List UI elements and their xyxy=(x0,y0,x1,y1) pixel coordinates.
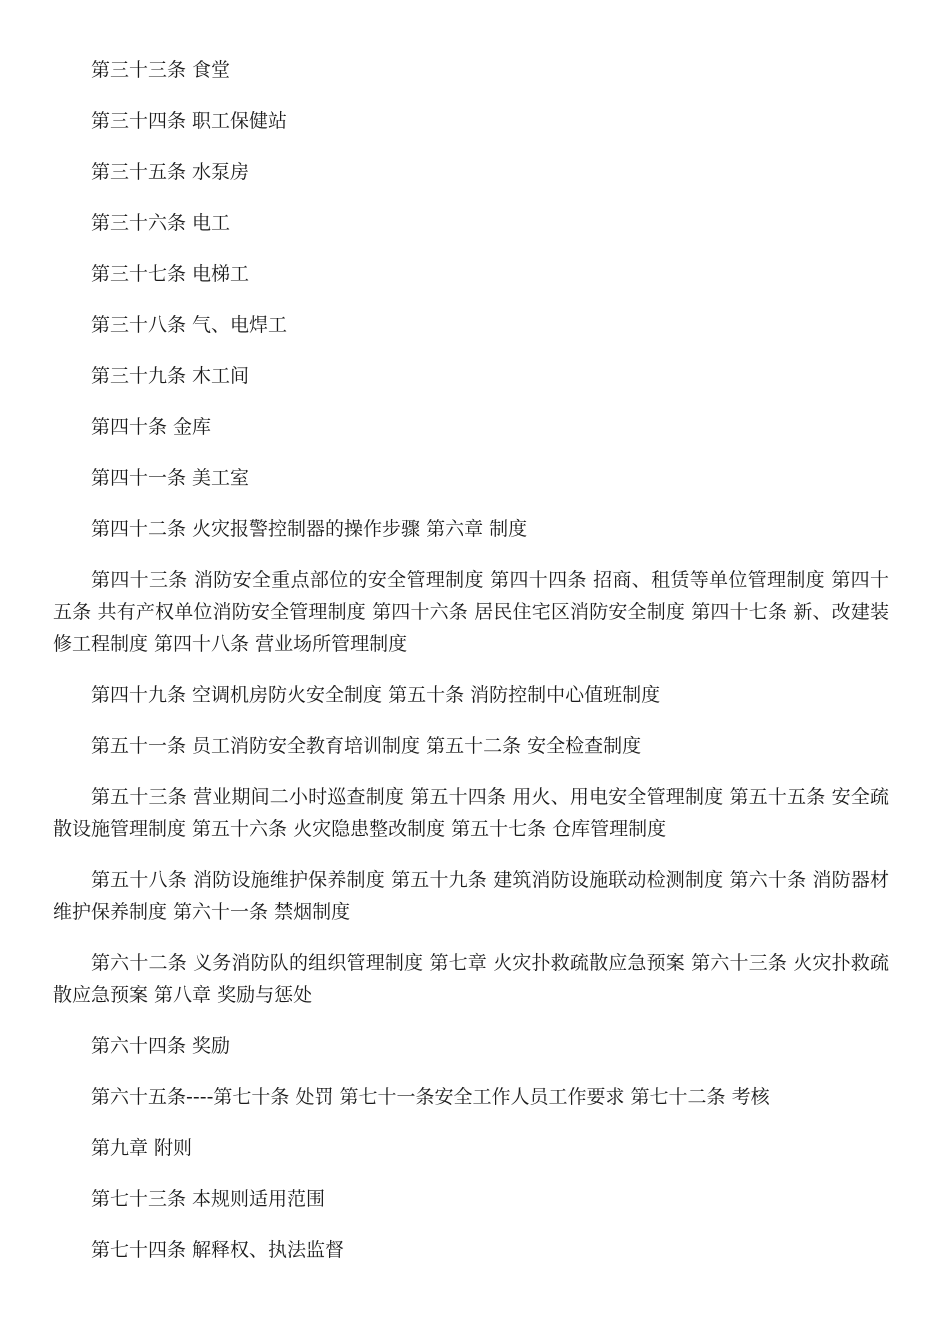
article-53-57-paragraph: 第五十三条 营业期间二小时巡查制度 第五十四条 用火、用电安全管理制度 第五十五条 安全疏散设施管理制度 第五十六条 火灾隐患整改制度 第五十七条 仓库管理制度 xyxy=(53,786,889,840)
article-73-paragraph: 第七十三条 本规则适用范围 xyxy=(91,1188,326,1210)
article-43-48-paragraph: 第四十三条 消防安全重点部位的安全管理制度 第四十四条 招商、租赁等单位管理制度 第四十五条 共有产权单位消防安全管理制度 第四十六条 居民住宅区消防安全制度 第四十七条 新、改建装修工程制度 第四十八条 营业场所管理制度 xyxy=(53,569,889,655)
article-49-50-paragraph: 第四十九条 空调机房防火安全制度 第五十条 消防控制中心值班制度 xyxy=(91,684,661,706)
article-65-72-paragraph: 第六十五条----第七十条 处罚 第七十一条安全工作人员工作要求 第七十二条 考核 xyxy=(91,1086,770,1108)
article-51-52-paragraph: 第五十一条 员工消防安全教育培训制度 第五十二条 安全检查制度 xyxy=(91,735,642,757)
article-35-paragraph: 第三十五条 水泵房 xyxy=(91,161,250,183)
article-37-paragraph: 第三十七条 电梯工 xyxy=(91,263,250,285)
article-34-paragraph: 第三十四条 职工保健站 xyxy=(91,110,288,132)
article-33-paragraph: 第三十三条 食堂 xyxy=(91,59,231,81)
article-74-paragraph: 第七十四条 解释权、执法监督 xyxy=(91,1239,345,1261)
article-42-paragraph: 第四十二条 火灾报警控制器的操作步骤 第六章 制度 xyxy=(91,518,528,540)
article-39-paragraph: 第三十九条 木工间 xyxy=(91,365,250,387)
article-41-paragraph: 第四十一条 美工室 xyxy=(91,467,250,489)
chapter-9-heading: 第九章 附则 xyxy=(91,1137,193,1159)
document-page xyxy=(53,54,889,1285)
article-58-61-paragraph: 第五十八条 消防设施维护保养制度 第五十九条 建筑消防设施联动检测制度 第六十条 消防器材维护保养制度 第六十一条 禁烟制度 xyxy=(53,869,889,923)
article-38-paragraph: 第三十八条 气、电焊工 xyxy=(91,314,288,336)
article-62-63-paragraph: 第六十二条 义务消防队的组织管理制度 第七章 火灾扑救疏散应急预案 第六十三条 火灾扑救疏散应急预案 第八章 奖励与惩处 xyxy=(53,952,889,1006)
article-64-paragraph: 第六十四条 奖励 xyxy=(91,1035,231,1057)
article-36-paragraph: 第三十六条 电工 xyxy=(91,212,231,234)
article-40-paragraph: 第四十条 金库 xyxy=(91,416,212,438)
